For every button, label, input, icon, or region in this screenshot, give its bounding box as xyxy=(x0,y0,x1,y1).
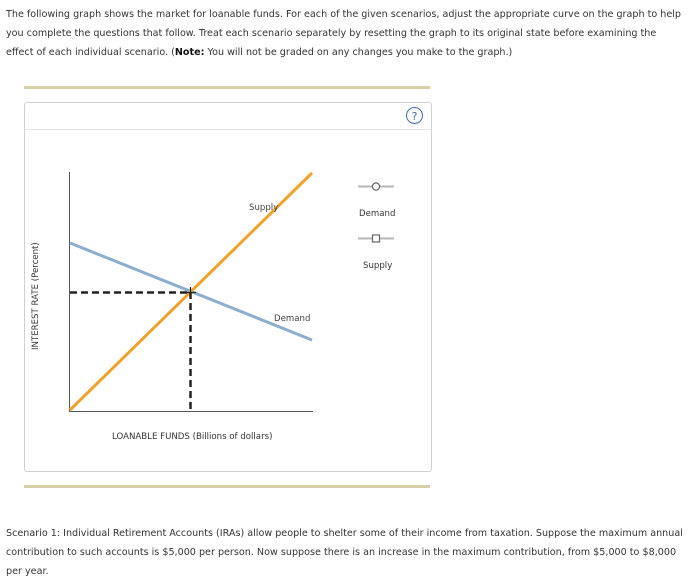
x-axis-label: LOANABLE FUNDS (Billions of dollars) xyxy=(112,432,273,442)
legend-supply-marker[interactable] xyxy=(358,235,394,242)
legend-supply-label: Supply xyxy=(363,261,393,271)
instructions-text-part: You will not be graded on any changes you make to the graph.) xyxy=(204,47,513,58)
legend-demand-marker[interactable] xyxy=(358,183,394,190)
demand-curve-label: Demand xyxy=(274,314,311,324)
square-marker-icon[interactable] xyxy=(373,235,380,242)
y-axis-label: INTEREST RATE (Percent) xyxy=(31,242,41,350)
legend-demand-label: Demand xyxy=(359,209,396,219)
circle-marker-icon[interactable] xyxy=(372,183,379,190)
note-label: Note: xyxy=(174,47,205,58)
instructions-text-part: The following graph shows the market for loanable funds. For each of the given scenarios, adjust the appropriate curve on the graph to help you complete the questions that follow. Treat each scenario separately by resetting the graph to its original state before examining the effect of each individual scenario. ( xyxy=(6,9,682,58)
bottom-divider xyxy=(24,485,430,488)
help-icon[interactable]: ? xyxy=(406,107,423,124)
scenario-1-text: Scenario 1: Individual Retirement Accounts (IRAs) allow people to shelter some of their income from taxation. Suppose the maximum annual contribution to such accounts is $5,000 per person. Now suppose there is an increase in the maximum contribution, from $5,000 to $8,000 per year. xyxy=(6,528,683,577)
supply-curve-label: Supply xyxy=(249,203,279,213)
